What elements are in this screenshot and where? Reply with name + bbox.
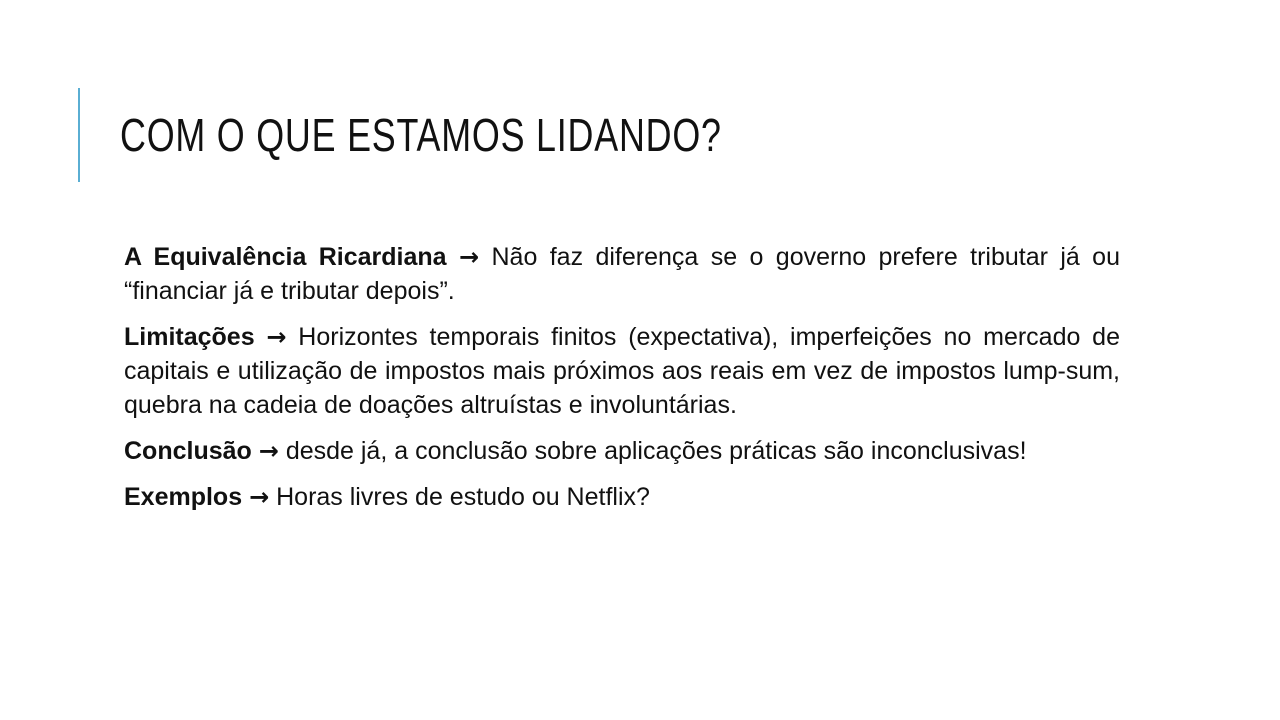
bullet-term: Exemplos xyxy=(124,483,243,511)
bullet-text: desde já, a conclusão sobre aplicações práticas são inconclusivas! xyxy=(285,437,1027,465)
arrow-right-icon: → xyxy=(249,483,270,511)
title-accent-bar xyxy=(78,88,80,182)
arrow-right-icon: → xyxy=(458,243,480,271)
bullet-limitacoes xyxy=(124,320,1120,422)
bullet-exemplos xyxy=(124,480,1120,514)
bullet-text: Horas livres de estudo ou Netflix? xyxy=(276,483,650,511)
slide-body xyxy=(124,240,1120,526)
bullet-term: Conclusão xyxy=(124,437,252,465)
bullet-term: A Equivalência Ricardiana xyxy=(124,243,447,271)
arrow-right-icon: → xyxy=(258,437,279,465)
bullet-text: Horizontes temporais finitos (expectativa), imperfeições no mercado de capitais e utilização de impostos mais próximos aos reais em vez de impostos lump-sum, quebra na cadeia de doações altruístas e involuntárias. xyxy=(124,323,1120,419)
bullet-term: Limitações xyxy=(124,323,255,351)
arrow-right-icon: → xyxy=(266,323,287,351)
bullet-conclusao xyxy=(124,434,1120,468)
bullet-text: Não faz diferença se o governo prefere tributar já ou “financiar já e tributar depois”. xyxy=(124,243,1120,305)
slide-title: COM O QUE ESTAMOS LIDANDO? xyxy=(120,109,722,161)
bullet-equivalencia xyxy=(124,240,1120,308)
